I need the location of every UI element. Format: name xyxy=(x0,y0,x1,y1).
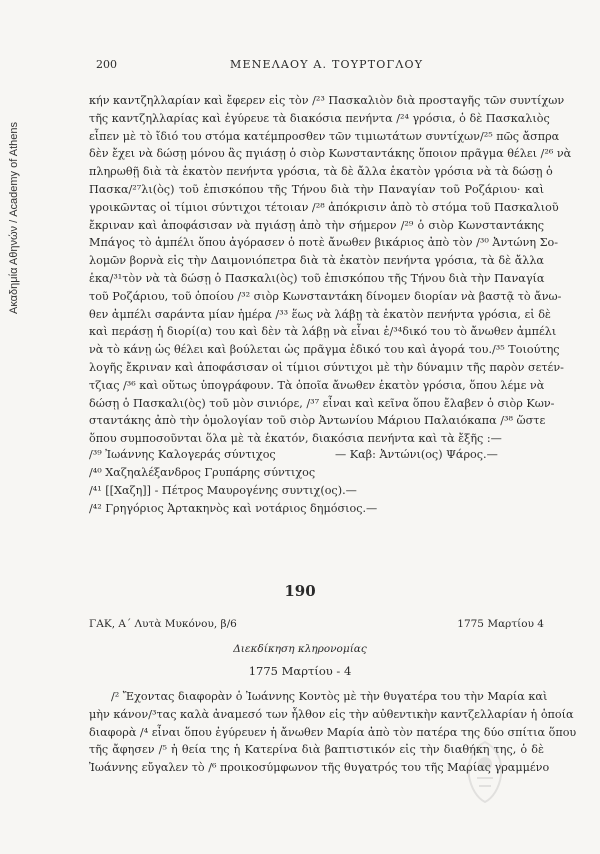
document-subtitle: Διεκδίκηση κληρονομίας xyxy=(233,643,367,655)
text-line: Πασκα/²⁷λι(ὸς) τοῦ ἐπισκόπου τῆς Τήνου διὰ τὴν Παναγίαν τοῦ Ροζάριου· καὶ xyxy=(89,182,544,196)
text-line: τοῦ Ροζάριου, τοῦ ὁποίου /³² σιὸρ Κωνσταντάκη δίνομεν διορίαν νὰ βαστᾷ τὸ ἄνω- xyxy=(89,289,562,303)
archive-sidebar-label: Ακαδημία Αθηνών / Academy of Athens xyxy=(8,122,20,315)
running-title: ΜΕΝΕΛΑΟΥ Α. ΤΟΥΡΤΟΓΛΟΥ xyxy=(230,58,424,71)
archive-source: ΓΑΚ, Α΄ Λυτὰ Μυκόνου, β/6 xyxy=(89,618,237,630)
text-line: μὴν κάνον/³τας καλὰ ἀναμεσό των ἦλθον εἰς τὴν αὐθεντικὴν καντζελλαρίαν ἡ ὁποία xyxy=(89,707,574,721)
text-line: ὅπου συμποσοῦνται ὅλα μὲ τὰ ἑκατόν, διακόσια πενήντα καὶ τὰ ἔξῆς :— xyxy=(89,432,502,446)
signature-line: — Καβ: Ἀντώνι(ος) Ψάρος.— xyxy=(335,448,498,461)
text-line: τῆς καντζηλλαρίας καὶ ἐγύρευε τὰ διακόσια πενήντα /²⁴ γρόσια, ὁ δὲ Πασκαλιὸς xyxy=(89,111,550,125)
text-line: γροικῶντας οἱ τίμιοι σύντιχοι τέτοιαν /²⁸ ἀπόκρισιν ἀπὸ τὸ στόμα τοῦ Πασκαλιοῦ xyxy=(89,200,559,214)
document-date-heading: 1775 Μαρτίου - 4 xyxy=(248,664,352,678)
text-line: κήν καντζηλλαρίαν καὶ ἔφερεν εἰς τὸν /²³ Πασκαλιὸν διὰ προσταγῆς τῶν συντίχων xyxy=(89,94,565,107)
signature-line: /³⁹ Ἰωάννης Καλογεράς σύντιχος xyxy=(89,448,276,461)
text-line: καὶ περάσῃ ἡ διορί(α) του καὶ δὲν τὰ λάβῃ νὰ εἶναι ἐ/³⁴δικό του τὸ ἄνωθεν ἀμπέλι xyxy=(89,325,557,339)
text-line: εἶπεν μὲ τὸ ἴδιό του στόμα κατέμπροσθεν τῶν τιμιωτάτων συντίχων/²⁵ πῶς ἄσπρα xyxy=(89,129,560,143)
document-number: 190 xyxy=(284,582,316,600)
signature-line: /⁴² Γρηγόριος Ἀρτακηνὸς καὶ νοτάριος δημόσιος.— xyxy=(89,502,378,515)
text-line: Ἰωάννης εὔγαλεν τὸ /⁶ προικοσύμφωνον τῆς θυγατρός του τῆς Μαρίας γραμμένο xyxy=(89,761,550,775)
text-line: δώσῃ ὁ Πασκαλι(ὸς) τοῦ μὸν σινιόρε, /³⁷ εἶναι καὶ κεῖνα ὅπου ἔλαβεν ὁ σιὸρ Κων- xyxy=(89,396,555,410)
signature-line: /⁴⁰ Χαζηαλέξανδρος Γρυπάρης σύντιχος xyxy=(89,466,316,479)
text-line: ἔκριναν καὶ ἀποφάσισαν νὰ πγιάσῃ ἀπὸ τὴν σήμερον /²⁹ ὁ σιὸρ Κωνσταντάκης xyxy=(89,218,544,232)
text-line: /² Ἔχοντας διαφορὰν ὁ Ἰωάννης Κοντὸς μὲ τὴν θυγατέρα του τὴν Μαρία καὶ xyxy=(111,690,548,703)
text-line: λογῆς ἔκριναν καὶ ἀποφάσισαν οἱ τίμιοι σύντιχοι μὲ τὴν δύναμιν τῆς παρὸν σετέν- xyxy=(89,360,564,374)
doc189-body xyxy=(89,92,572,448)
text-line: θεν ἀμπέλι σαράντα μίαν ἡμέρα /³³ ἕως νὰ λάβῃ τὰ ἑκατὸν πενήντα γρόσια, εἰ δὲ xyxy=(89,307,551,321)
text-line: Μπάγος τὸ ἀμπέλι ὅπου ἀγόρασεν ὁ ποτὲ ἄνωθεν βικάριος ἀπὸ τὸν /³⁰ Ἀντώνη Σο- xyxy=(89,236,559,250)
text-line: τζιας /³⁶ καὶ οὕτως ὑπογράφουν. Τὰ ὁποῖα ἄνωθεν ἑκατὸν γρόσια, ὅπου λέμε νὰ xyxy=(89,378,545,392)
text-line: ἑκα/³¹τὸν νὰ τὰ δώσῃ ὁ Πασκαλι(ὸς) τοῦ ἐπισκόπου τῆς Τήνου διὰ τὴν Παναγία xyxy=(89,271,545,285)
text-line: δὲν ἔχει νὰ δώσῃ μόνου ἂς πγιάσῃ ὁ σιὸρ Κωνσταντάκης ὅποιον πρᾶγμα θέλει /²⁶ νὰ xyxy=(89,147,572,161)
text-line: λομῶν βορνὰ εἰς τὴν Δαιμονιόπετρα διὰ τὰ ἑκατὸν πενήντα γρόσια, τὰ δὲ ἄλλα xyxy=(89,254,544,268)
page-number: 200 xyxy=(96,58,117,71)
text-line: πληρωθῇ διὰ τὰ ἑκατὸν πενήντα γρόσια, τὰ δὲ ἄλλα ἑκατὸν γρόσια νὰ τὰ δώσῃ ὁ xyxy=(89,165,553,179)
academy-watermark-icon xyxy=(455,738,515,806)
signature-line: /⁴¹ [[Χαζη]] - Πέτρος Μαυρογένης συντιχ(ος).— xyxy=(89,484,357,497)
text-line: διαφορὰ /⁴ εἶναι ὅπου ἐγύρευεν ἡ ἄνωθεν Μαρία ἀπὸ τὸν πατέρα της δύο σπίτια ὅπου xyxy=(89,725,577,739)
document-date: 1775 Μαρτίου 4 xyxy=(457,618,544,630)
text-line: σταντάκης ἀπὸ τὴν ὁμολογίαν τοῦ σιὸρ Ἀντωνίου Μάριου Παλαιόκαπα /³⁸ ὥστε xyxy=(89,414,546,428)
text-line: νὰ τὸ κάνῃ ὡς θέλει καὶ βούλεται ὡς πρᾶγμα ἐδικό του καὶ ἀγορά του./³⁵ Τοιούτης xyxy=(89,343,560,357)
text-line: τῆς ἄφησεν /⁵ ἡ θεία της ἡ Κατερίνα διὰ βαπτιστικόν εἰς τὴν διαθήκη της, ὁ δὲ xyxy=(89,743,544,757)
